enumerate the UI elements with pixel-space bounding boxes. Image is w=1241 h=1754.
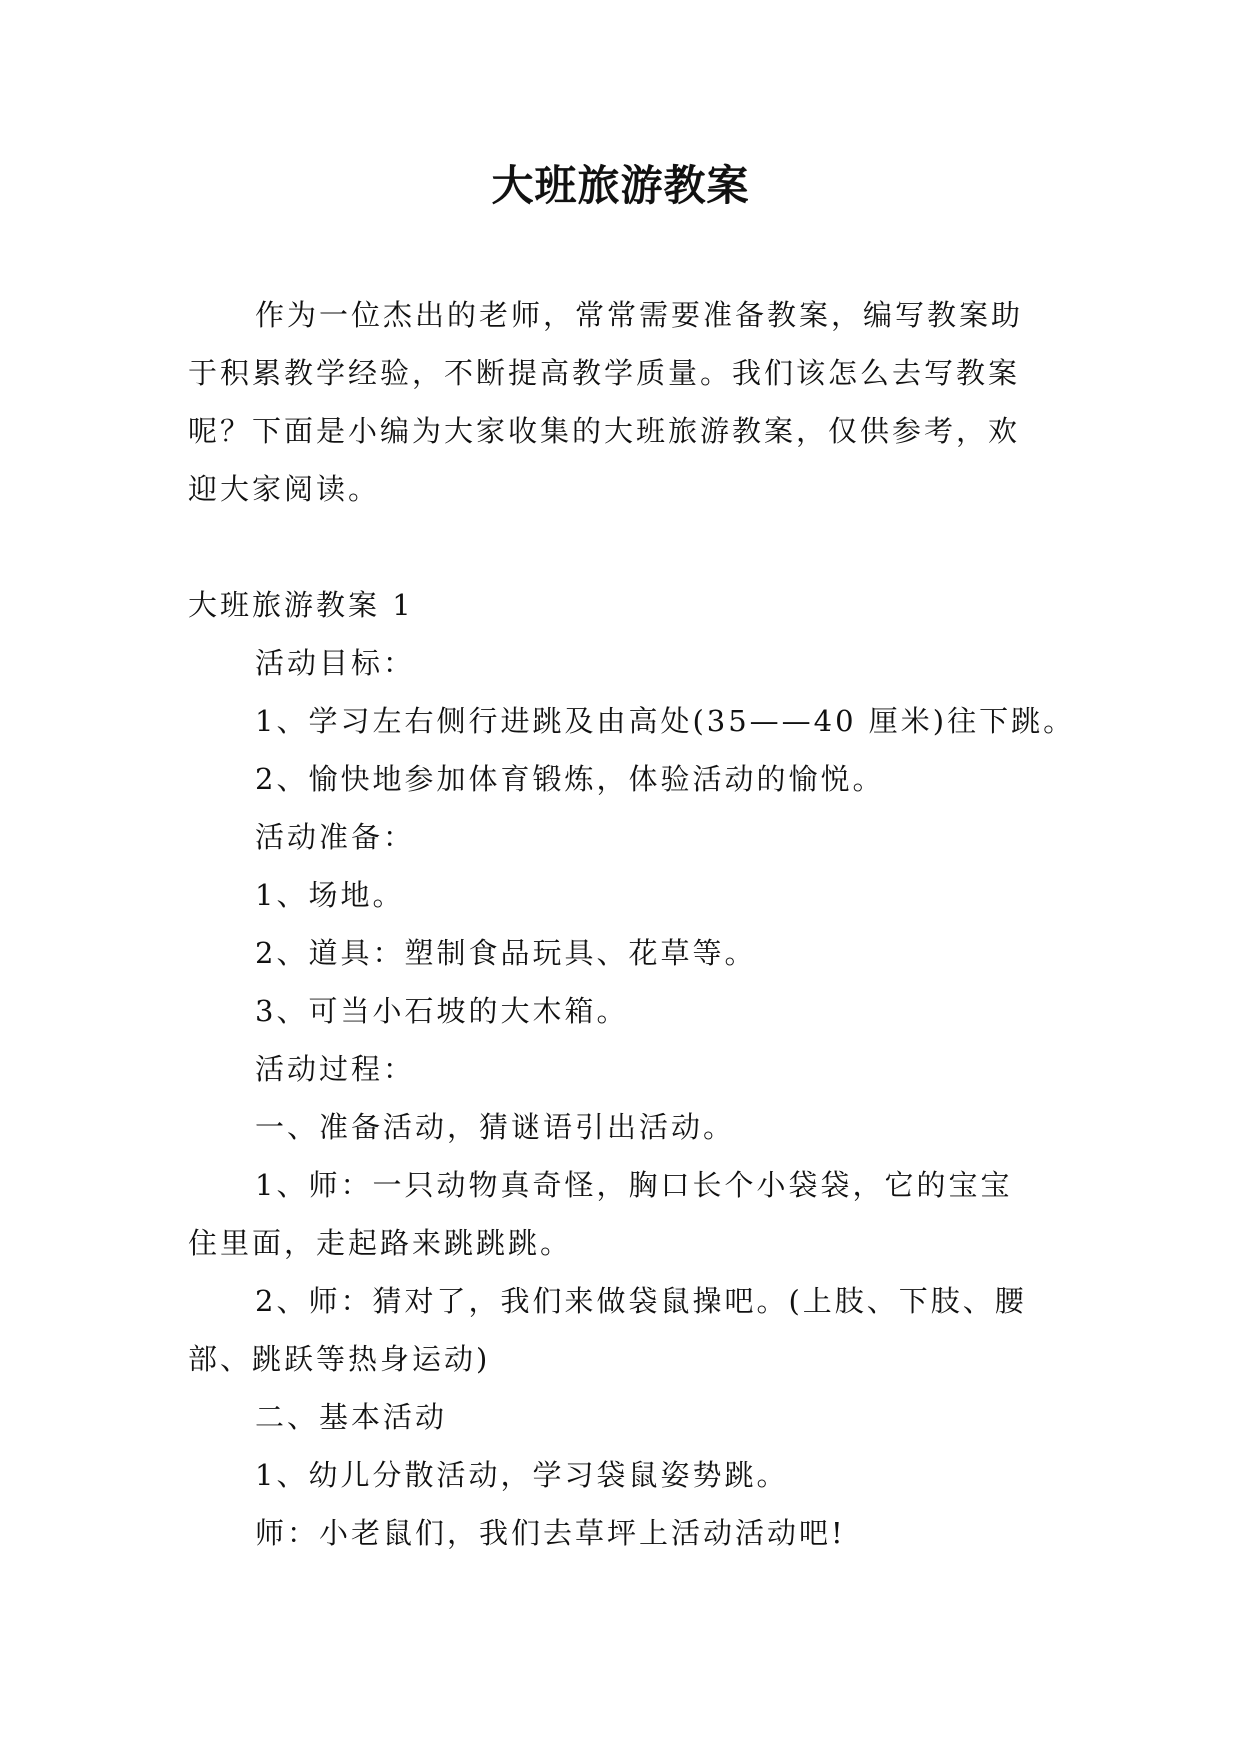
intro-line: 于积累教学经验，不断提高教学质量。我们该怎么去写教案 xyxy=(188,356,1021,390)
body-line: 师：小老鼠们，我们去草坪上活动活动吧! xyxy=(255,1516,846,1550)
body-line: 部、跳跃等热身运动) xyxy=(188,1342,491,1376)
body-line: 1、幼儿分散活动，学习袋鼠姿势跳。 xyxy=(255,1458,789,1492)
objectives-heading: 活动目标： xyxy=(255,646,416,680)
body-line: 2、师：猜对了，我们来做袋鼠操吧。(上肢、下肢、腰 xyxy=(255,1284,1027,1318)
section-heading: 大班旅游教案 1 xyxy=(188,588,414,622)
document-body xyxy=(188,286,1076,1562)
body-line: 1、师：一只动物真奇怪，胸口长个小袋袋，它的宝宝 xyxy=(255,1168,1013,1202)
body-line: 3、可当小石坡的大木箱。 xyxy=(255,994,629,1028)
body-line: 一、准备活动，猜谜语引出活动。 xyxy=(255,1110,736,1144)
process-heading: 活动过程： xyxy=(255,1052,416,1086)
paragraph-spacer xyxy=(188,518,1058,576)
intro-line: 呢？下面是小编为大家收集的大班旅游教案，仅供参考，欢 xyxy=(188,414,1021,448)
intro-line: 迎大家阅读。 xyxy=(188,472,381,506)
body-line: 2、愉快地参加体育锻炼，体验活动的愉悦。 xyxy=(255,762,885,796)
body-line: 1、学习左右侧行进跳及由高处(35——40 厘米)往下跳。 xyxy=(255,704,1076,738)
body-line: 二、基本活动 xyxy=(255,1400,448,1434)
preparation-heading: 活动准备： xyxy=(255,820,416,854)
body-line: 2、道具：塑制食品玩具、花草等。 xyxy=(255,936,757,970)
body-line: 1、场地。 xyxy=(255,878,405,912)
intro-line: 作为一位杰出的老师，常常需要准备教案，编写教案助 xyxy=(255,298,1024,332)
body-line: 住里面，走起路来跳跳跳。 xyxy=(188,1226,573,1260)
document-title: 大班旅游教案 xyxy=(491,161,750,210)
